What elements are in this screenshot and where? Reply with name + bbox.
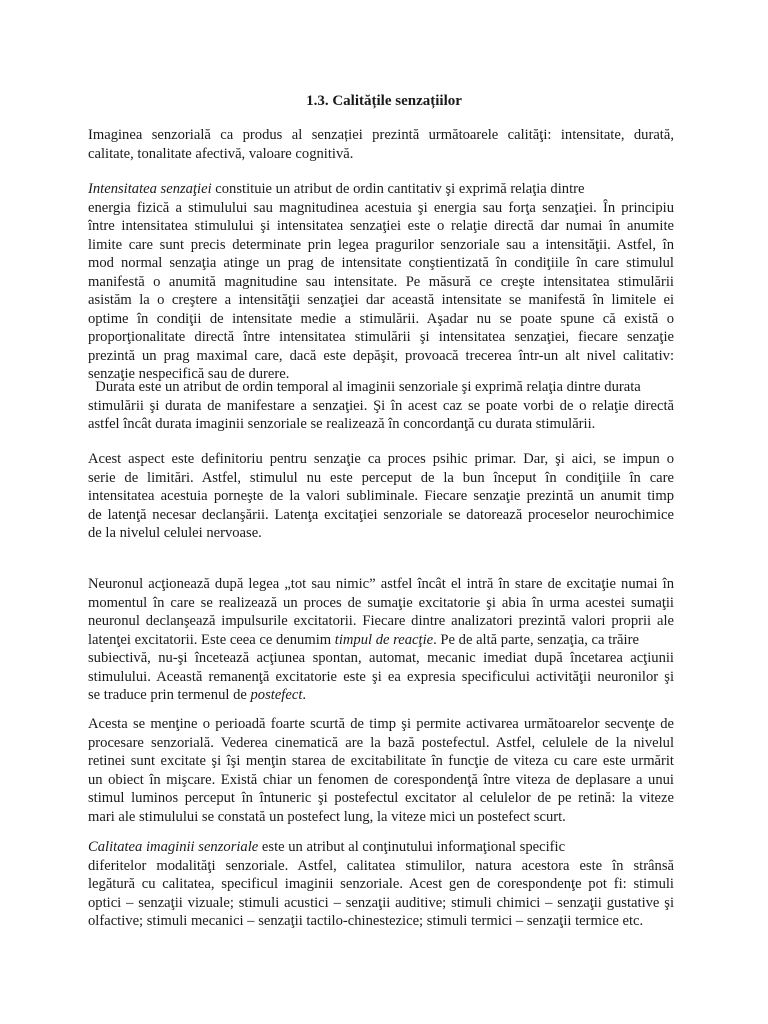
section-title: 1.3. Calitățile senzațiilor	[306, 93, 462, 109]
text-line: proporţionalitate directă între intensitatea stimulării şi intensitatea senzaţiei, fiecare senzaţie	[88, 329, 674, 345]
text-fragment: latenţei excitatorii. Este ceea ce denumim	[88, 631, 335, 648]
text-line: stimul luminos perceput în întuneric şi postefectul excitator al celulelor de pe retină: la viteze	[88, 790, 674, 806]
text-line: optici – senzaţii vizuale; stimuli acustici – senzaţii auditive; stimuli chimici – senzaţii gustative şi	[88, 894, 674, 911]
text-line: Durata este un atribut de ordin temporal al imaginii senzoriale şi exprimă relaţia dintre durata	[88, 379, 641, 395]
text-fragment: .	[302, 687, 307, 703]
text-line: de latenţă necesar declanşării. Latenţa excitaţiei senzoriale se datorează proceselor neurochimice	[88, 506, 674, 523]
text-fragment: . Pe de altă parte, senzaţia, ca trăire	[433, 631, 639, 648]
term-quality: Calitatea imaginii senzoriale	[88, 839, 259, 855]
text-line: mari ale stimulului se constată un postefect lung, la viteze mici un postefect scurt.	[88, 808, 566, 825]
text-line	[88, 838, 674, 857]
text-line: stimulării şi durata de manifestare a senzaţiei. Şi în acest caz se poate vorbi de o relaţie directă	[88, 397, 674, 414]
text-line: senzaţie nespecifică sau de durere.	[88, 366, 290, 382]
text-line	[88, 631, 674, 650]
text-line: între intensitatea stimulului şi intensitatea senzaţiei este o relaţie directă dar numai în anumite	[88, 218, 674, 234]
text-line: energia fizică a stimulului sau magnitudinea acestuia şi energia sau forţa senzaţiei. În principiu	[88, 199, 674, 216]
text-line: momentul în care se realizează un proces de sumaţie excitatorie şi abia în urma acestei sumaţii	[88, 594, 674, 611]
text-fragment: se traduce prin termenul de	[88, 687, 251, 703]
text-line: intensitatea acestuia porneşte de la valori subliminale. Fiecare senzaţie prezintă un anumit timp	[88, 488, 674, 504]
text-line: un obiect în mişcare. Există chiar un fenomen de corespondenţă între viteza de deplasare a unui	[88, 771, 674, 788]
text-line: calitate, tonalitate afectivă, valoare cognitivă.	[88, 145, 354, 162]
text-line: mod normal senzaţia atinge un prag de intensitate conştientizată în condiţiile în care stimulul	[88, 255, 674, 271]
text-line: Acest aspect este definitoriu pentru senzaţie ca proces psihic primar. Dar, şi aici, se impun o	[88, 451, 674, 467]
text-line: procesare senzorială. Vederea cinematică are la bază postefectul. Astfel, celulele de la nivelul	[88, 734, 674, 751]
term-postefect: postefect	[250, 687, 303, 703]
text-line	[88, 686, 674, 705]
term-intensity: Intensitatea senzaţiei	[88, 181, 212, 197]
text-line: neuronul declanşează impulsurile excitatorii. Fiecare dintre analizatori prezintă valori proprii ale	[88, 613, 674, 629]
text-line: Neuronul acţionează după legea „tot sau nimic” astfel încât el intră în stare de excitaţie numai în	[88, 576, 674, 592]
text-line: astfel încât durata imaginii senzoriale se realizează în concordanţă cu durata stimulării.	[88, 416, 596, 432]
paragraph-postefect	[88, 715, 674, 826]
text-line: manifestă o anumită magnitudine sau intensitate. Pe măsură ce creşte intensitatea stimulării	[88, 273, 674, 290]
text-line: retinei sunt excitate şi îşi menţin starea de excitabilitate în funcţie de viteza cu care este urmărit	[88, 753, 674, 769]
text-line: optime în condiţii de intensitate medie a stimulării. Aşadar nu se poate spune că există o	[88, 310, 674, 327]
text-line: stimulului. Această remanenţă excitatorie este şi ea expresia specificului activităţii neuronilor şi	[88, 668, 674, 685]
paragraph-intro	[88, 126, 674, 163]
text-fragment: constituie un atribut de ordin cantitativ şi exprimă relaţia dintre	[211, 181, 585, 197]
text-line: olfactive; stimuli mecanici – senzaţii tactilo-chinestezice; stimuli termici – senzaţii termice etc.	[88, 913, 644, 929]
text-line: Imaginea senzorială ca produs al senzației prezintă următoarele calităţi: intensitate, durată,	[88, 127, 674, 143]
paragraph-latency	[88, 450, 674, 543]
text-fragment: este un atribut al conţinutului informaţional specific	[258, 839, 566, 855]
paragraph-intensity	[88, 180, 674, 384]
term-reaction-time: timpul de reacţie	[334, 631, 434, 648]
paragraph-neuron	[88, 575, 674, 705]
paragraph-quality	[88, 838, 674, 931]
text-line: diferitelor modalităţi senzoriale. Astfel, calitatea stimulilor, natura acestora este în strânsă	[88, 857, 674, 874]
text-line: de la nivelul celulei nervoase.	[88, 525, 262, 541]
paragraph-duration	[88, 378, 674, 434]
text-line: asistăm la o creştere a intensităţii senzaţiei dar această intensitate se manifestă în limitele ei	[88, 292, 674, 308]
text-line: serie de limitări. Astfel, stimulul nu este perceput de la bun început în condiţiile în care	[88, 469, 674, 486]
text-line: prezintă un prag maximal care, dacă este depăşit, provoacă trecerea într-un alt nivel calitativ:	[88, 347, 674, 364]
text-line: subiectivă, nu-şi încetează acţiunea spontan, automat, mecanic imediat după încetarea acţiunii	[88, 650, 674, 666]
text-line: legătură cu calitatea, specificul imaginii senzoriale. Acest gen de corespondenţe pot fi: stimuli	[88, 876, 674, 892]
text-line	[88, 180, 674, 199]
text-line: limite care sunt precis determinate prin legea pragurilor senzoriale sau a intensităţii. Astfel, în	[88, 236, 674, 253]
text-line: Acesta se menţine o perioadă foarte scurtă de timp şi permite activarea următoarelor secvenţe de	[88, 716, 674, 732]
